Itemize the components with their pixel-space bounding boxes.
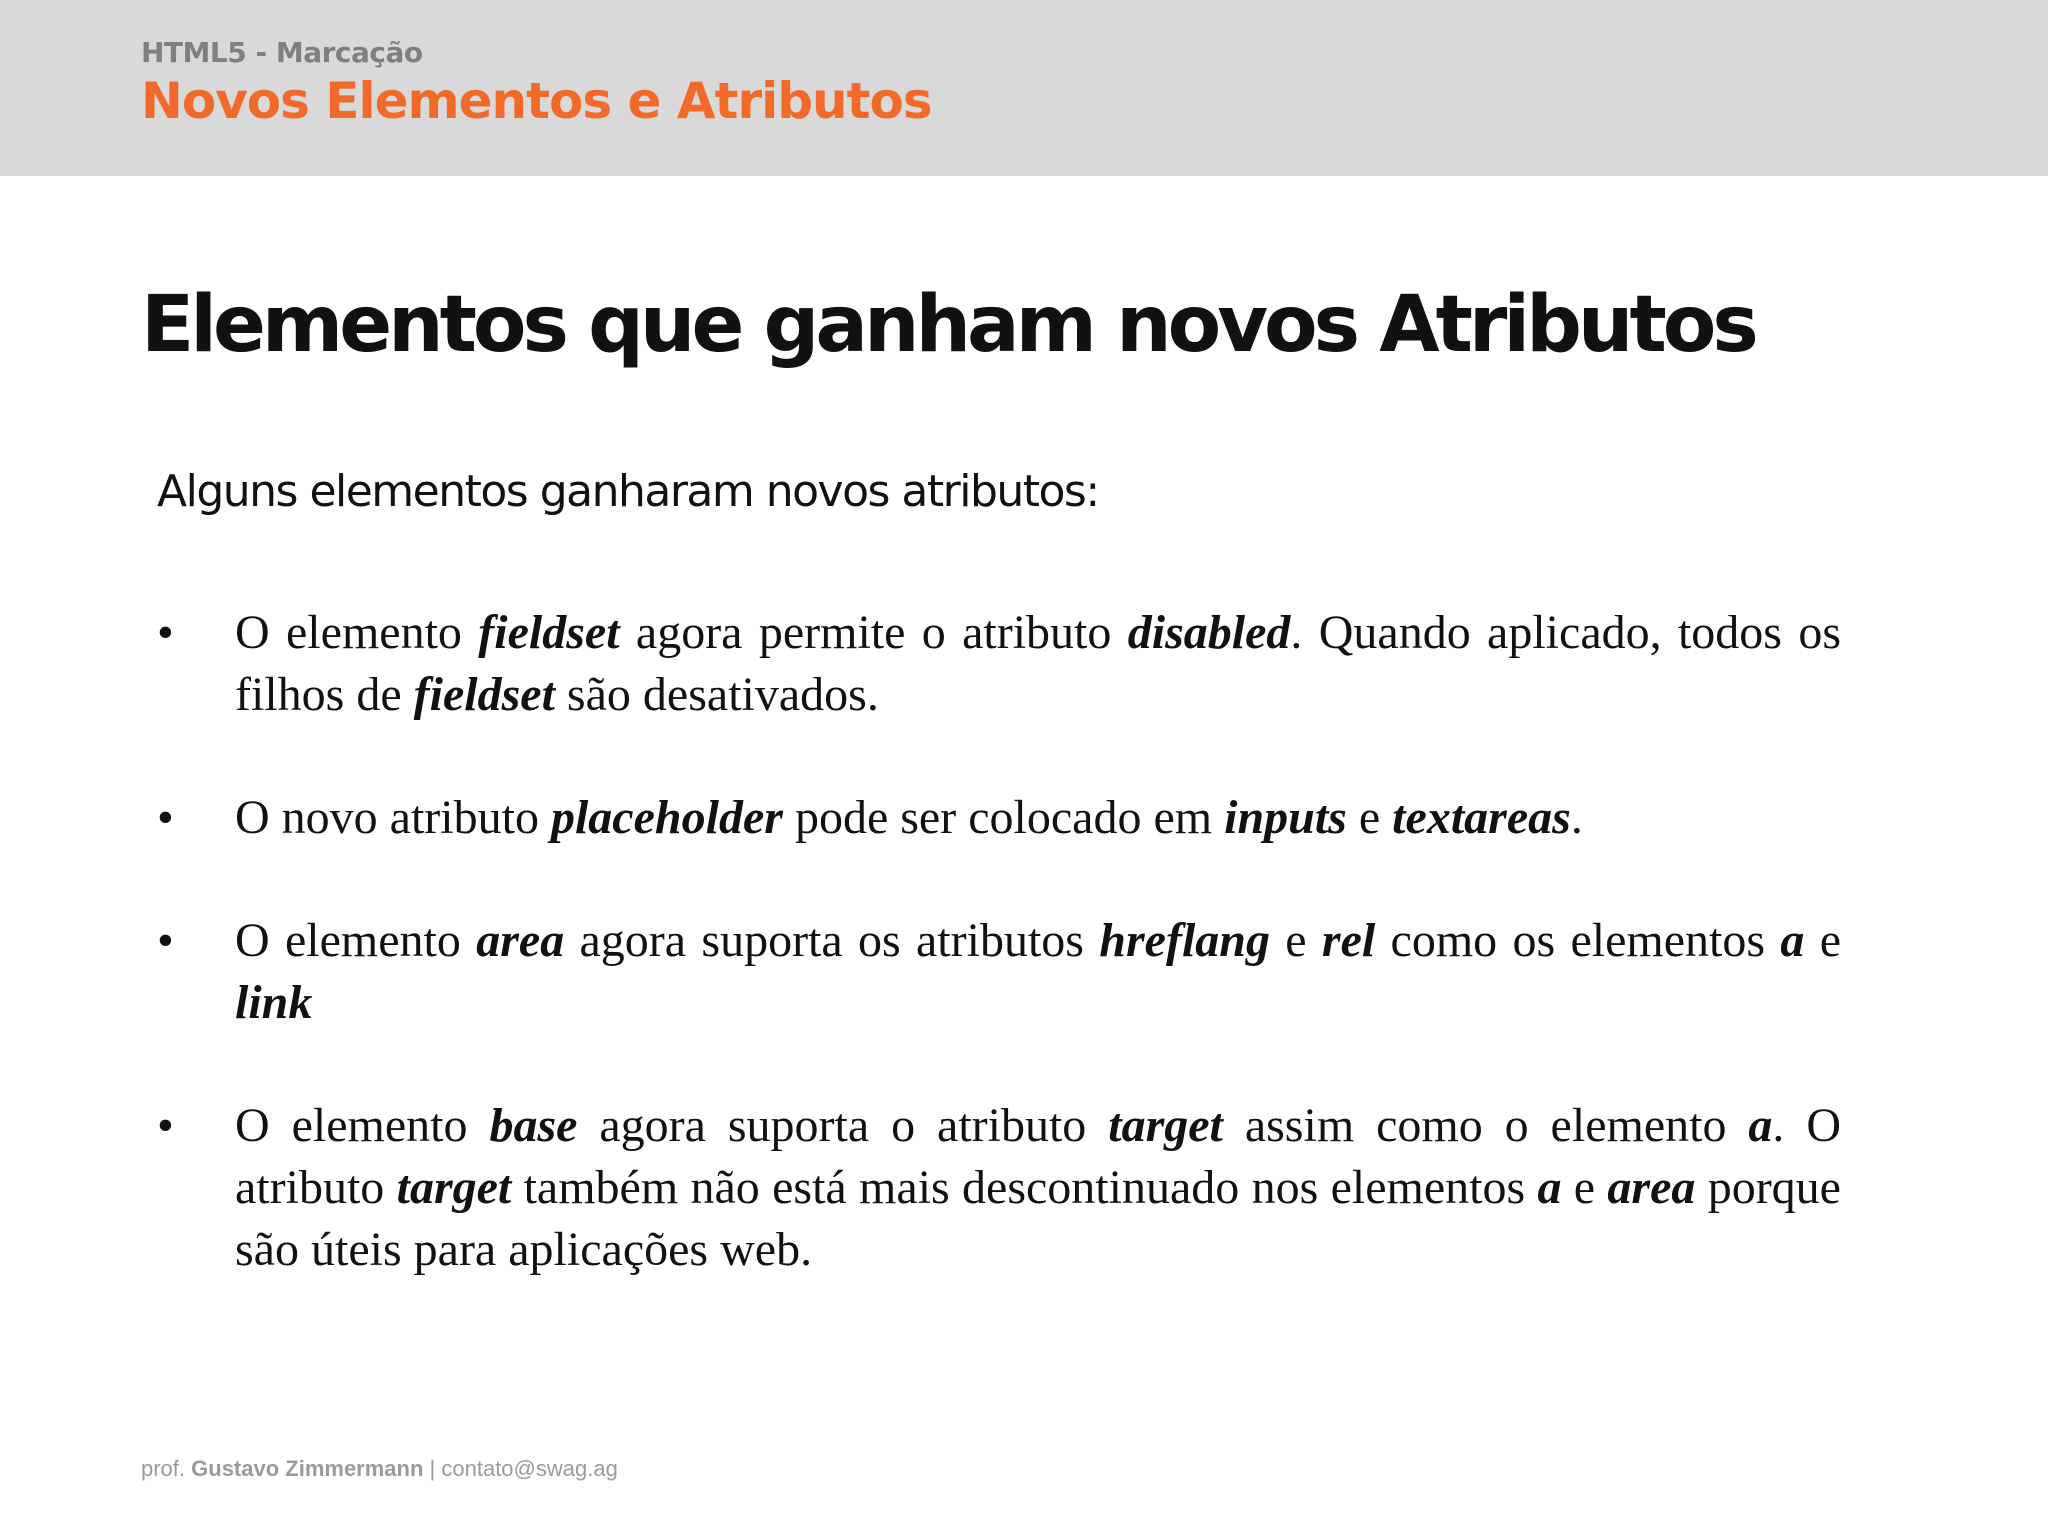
bullet-text-segment: são desativados. xyxy=(554,668,879,721)
bullet-text-segment: agora permite o atributo xyxy=(619,606,1128,659)
bullet-text-segment: pode ser colocado em xyxy=(782,791,1225,844)
bullet-text-segment: e xyxy=(1346,791,1393,844)
footer-separator: | xyxy=(423,1456,442,1481)
bullet-text xyxy=(235,787,1841,849)
bullet-text xyxy=(235,1095,1841,1281)
bullet-keyword: textareas xyxy=(1392,791,1571,844)
bullet-keyword: inputs xyxy=(1224,791,1347,844)
bullet-keyword: target xyxy=(396,1161,512,1214)
bullet-keyword: area xyxy=(476,914,565,967)
bullet-item xyxy=(157,602,1841,726)
header-band xyxy=(0,0,2048,176)
header-kicker: HTML5 - Marcação xyxy=(141,36,423,69)
bullet-text-segment: agora suporta o atributo xyxy=(577,1099,1109,1152)
bullet-item xyxy=(157,910,1841,1034)
footer xyxy=(141,1456,618,1482)
bullet-keyword: a xyxy=(1748,1099,1773,1152)
header-section-title: Novos Elementos e Atributos xyxy=(141,72,932,130)
bullet-text-segment: . O atributo xyxy=(235,1099,1841,1214)
bullet-text-segment: O elemento xyxy=(235,1099,490,1152)
bullet-text-segment: e xyxy=(1561,1161,1608,1214)
bullet-text-segment: porque são úteis para aplicações web. xyxy=(235,1161,1841,1276)
bullet-keyword: rel xyxy=(1321,914,1376,967)
bullet-keyword: placeholder xyxy=(550,791,783,844)
bullet-symbol: • xyxy=(157,914,174,967)
bullet-text xyxy=(235,602,1841,726)
bullet-keyword: base xyxy=(489,1099,578,1152)
bullet-text-segment: e xyxy=(1804,914,1842,967)
footer-prefix: prof. xyxy=(141,1456,192,1481)
bullet-keyword: a xyxy=(1537,1161,1562,1214)
bullet-text-segment: O elemento xyxy=(235,606,479,659)
bullet-text-segment: como os elementos xyxy=(1375,914,1781,967)
bullet-symbol: • xyxy=(157,791,174,844)
slide-title: Elementos que ganham novos Atributos xyxy=(141,280,1755,370)
bullet-text-segment: agora suporta os atributos xyxy=(564,914,1100,967)
bullet-text-segment: também não está mais descontinuado nos elementos xyxy=(511,1161,1538,1214)
bullet-keyword: a xyxy=(1780,914,1805,967)
bullet-text-segment: O elemento xyxy=(235,914,477,967)
footer-author-name: Gustavo Zimmermann xyxy=(191,1456,424,1481)
bullet-symbol: • xyxy=(157,1099,174,1152)
bullet-keyword: fieldset xyxy=(478,606,620,659)
bullet-text-segment: . Quando aplicado, todos os filhos de xyxy=(235,606,1841,721)
bullet-item xyxy=(157,1095,1841,1281)
bullet-keyword: hreflang xyxy=(1099,914,1270,967)
bullet-text xyxy=(235,910,1841,1034)
slide-intro: Alguns elementos ganharam novos atributos: xyxy=(157,466,1099,517)
bullet-text-segment: . xyxy=(1570,791,1583,844)
bullet-keyword: target xyxy=(1108,1099,1223,1152)
bullet-keyword: area xyxy=(1607,1161,1696,1214)
bullet-text-segment: e xyxy=(1269,914,1322,967)
bullet-list xyxy=(157,602,1841,1342)
bullet-keyword: disabled xyxy=(1127,606,1291,659)
bullet-symbol: • xyxy=(157,606,174,659)
bullet-keyword: link xyxy=(235,976,313,1029)
footer-contact-email: contato@swag.ag xyxy=(441,1456,618,1481)
bullet-item xyxy=(157,787,1841,849)
bullet-text-segment: O novo atributo xyxy=(235,791,551,844)
bullet-keyword: fieldset xyxy=(413,668,555,721)
bullet-text-segment: assim como o elemento xyxy=(1222,1099,1749,1152)
